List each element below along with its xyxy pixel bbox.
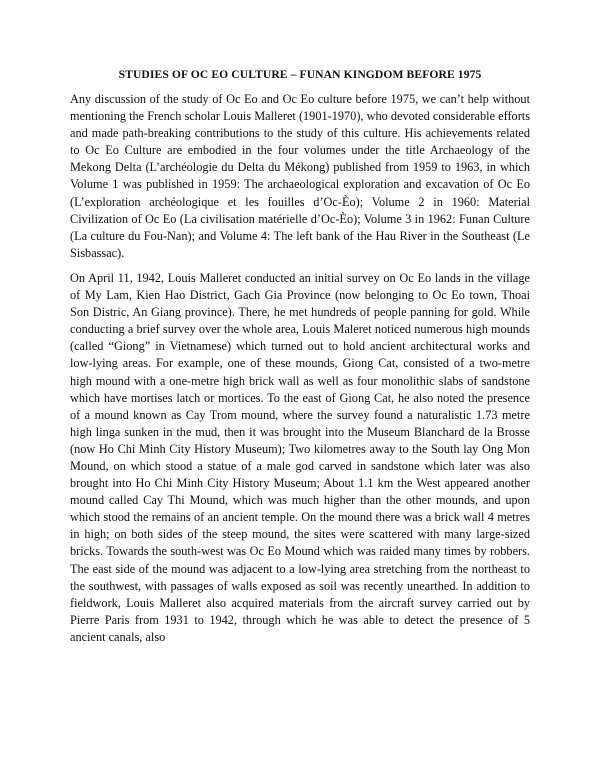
paragraph-intro: Any discussion of the study of Oc Eo and Oc Eo culture before 1975, we can’t help without mentioning the French scholar Louis Malleret (1901-1970), who devoted considerable efforts and made path-breaking contributions to the study of this culture. His achievements related to Oc Eo Culture are embodied in the four volumes under the title Archaeology of the Mekong Delta (L’archéologie du Delta du Mékong) published from 1959 to 1963, in which Volume 1 was published in 1959: The archaeological exploration and excavation of Oc Eo (L’exploration archéologique et les fouilles d’Oc-Èo); Volume 2 in 1960: Material Civilization of Oc Eo (La civilisation matérielle d’Oc-Èo); Volume 3 in 1962: Funan Culture (La culture du Fou-Nan); and Volume 4: The left bank of the Hau River in the Southeast (Le Sisbassac). <box>70 92 530 260</box>
document-title: STUDIES OF OC EO CULTURE – FUNAN KINGDOM BEFORE 1975 <box>118 68 482 81</box>
paragraph-survey-1942: On April 11, 1942, Louis Malleret conducted an initial survey on Oc Eo lands in the village of My Lam, Kien Hao District, Gach Gia Province (now belonging to Oc Eo town, Thoai Son Distric, An Giang province). There, he met hundreds of people panning for gold. While conducting a brief survey over the whole area, Louis Maleret noticed numerous high mounds (called “Giong” in Vietnamese) which turned out to hold ancient architectural works and low-lying areas. For example, one of these mounds, Giong Cat, consisted of a two-metre high mound with a one-metre high brick wall as well as four monolithic slabs of sandstone which have mortises latch or mortices. To the east of Giong Cat, he also noted the presence of a mound known as Cay Trom mound, where the survey found a naturalistic 1.73 metre high linga sunken in the mud, then it was brought into the Museum Blanchard de la Brosse (now Ho Chi Minh City History Museum); Two kilometres away to the South lay Ong Mon Mound, on which stood a statue of a male god carved in sandstone which later was also brought into Ho Chi Minh City History Museum; About 1.1 km the West appeared another mound called Cay Thi Mound, which was much higher than the other mounds, and upon which stood the remains of an ancient temple. On the mound there was a brick wall 4 metres in high; on both sides of the steep mound, the sites were scattered with many large-sized bricks. Towards the south-west was Oc Eo Mound which was raided many times by robbers. The east side of the mound was adjacent to a low-lying area stretching from the northeast to the southwest, with passages of walls exposed as soil was recently unearthed. In addition to fieldwork, Louis Malleret also acquired materials from the aircraft survey carried out by Pierre Paris from 1931 to 1942, through which he was able to detect the presence of 5 ancient canals, also <box>70 270 530 644</box>
document-page <box>70 68 530 646</box>
